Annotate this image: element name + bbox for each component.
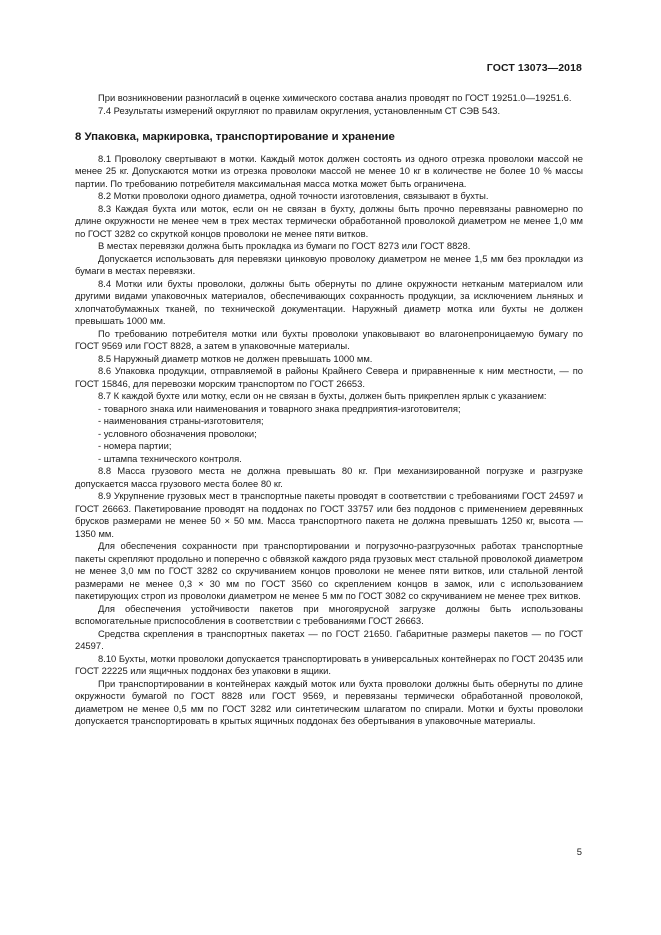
- section-heading: 8 Упаковка, маркировка, транспортирование и хранение: [75, 131, 395, 143]
- paragraph: 8.5 Наружный диаметр мотков не должен превышать 1000 мм.: [98, 352, 373, 364]
- paragraph: Средства скрепления в транспортных пакетах — по ГОСТ 21650. Габаритные размеры пакетов — по ГОСТ 24597.: [75, 627, 583, 651]
- paragraph: 8.6 Упаковка продукции, отправляемой в районы Крайнего Севера и приравненные к ним местности, — по ГОСТ 15846, для перевозки морским транспортом по ГОСТ 26653.: [75, 365, 583, 389]
- document-body: [75, 92, 583, 728]
- paragraph: 8.10 Бухты, мотки проволоки допускается транспортировать в универсальных контейнерах по ГОСТ 20435 или ГОСТ 22225 или ящичных поддонах без упаковки в ящики.: [75, 652, 583, 676]
- paragraph: При транспортировании в контейнерах каждый моток или бухта проволоки должны быть обернуты по длине окружности бумагой по ГОСТ 8828 или ГОСТ 9569, и перевязаны термически обработанной проволокой, диаметром не менее 0,5 мм по ГОСТ 3282 или синтетическим шлагатом по спирали. Мотки и бухты проволоки допускается транспортировать в крытых ящичных поддонах без обертывания в упаковочные материалы.: [75, 677, 583, 726]
- paragraph: 8.7 К каждой бухте или мотку, если он не связан в бухты, должен быть прикреплен ярлык с указанием:: [98, 390, 547, 401]
- paragraph: По требованию потребителя мотки или бухты проволоки упаковывают во влагонепроницаемую бумагу по ГОСТ 9569 или ГОСТ 8828, а затем в упаковочные материалы.: [75, 327, 583, 351]
- paragraph: Для обеспечения сохранности при транспортировании и погрузочно-разгрузочных работах транспортные пакеты скрепляют продольно и поперечно с обвязкой каждого ряда грузовых мест стальной проволокой диаметром не менее 3,0 мм по ГОСТ 3282 со скручиванием концов проволоки не менее пяти витков, или стальной лентой размерами не менее 0,3 × 30 мм по ГОСТ 3560 со скреплением концов в замок, или с использованием пакетирующих строп из проволоки диаметром не менее 5 мм по ГОСТ 3082 со скручиванием не менее трех витков.: [75, 540, 583, 601]
- list-item: - товарного знака или наименования и товарного знака предприятия-изготовителя;: [98, 402, 461, 414]
- page-number: 5: [576, 846, 582, 857]
- list-item: - штампа технического контроля.: [98, 452, 242, 464]
- paragraph: 8.2 Мотки проволоки одного диаметра, одной точности изготовления, связывают в бухты.: [98, 190, 489, 201]
- paragraph: 8.9 Укрупнение грузовых мест в транспортные пакеты проводят в соответствии с требованиями ГОСТ 24597 и ГОСТ 26663. Пакетирование проводят на поддонах по ГОСТ 33757 или без поддонов с применением деревянных брусков размерами не менее 50 × 50 мм. Масса транспортного пакета не должна превышать 1250 кг, высота — 1350 мм.: [75, 490, 583, 539]
- list-item: - наименования страны-изготовителя;: [98, 415, 264, 426]
- list-item: - номера партии;: [98, 440, 172, 451]
- paragraph: Допускается использовать для перевязки цинковую проволоку диаметром не менее 1,5 мм без прокладки из бумаги в местах перевязки.: [75, 252, 583, 276]
- paragraph: 8.1 Проволоку свертывают в мотки. Каждый моток должен состоять из одного отрезка проволоки массой не менее 25 кг. Допускаются мотки из отрезка проволоки массой не менее 10 кг в количестве не более 10 % массы партии. По требованию потребителя максимальная масса мотка может быть ограничена.: [75, 152, 583, 189]
- paragraph: 8.8 Масса грузового места не должна превышать 80 кг. При механизированной погрузке и разгрузке допускается масса грузового места более 80 кг.: [75, 465, 583, 489]
- paragraph: 8.3 Каждая бухта или моток, если он не связан в бухту, должны быть прочно перевязаны равномерно по длине окружности не менее чем в трех местах термически обработанной проволокой диаметром не менее 1,0 мм по ГОСТ 3282 со скруткой концов проволоки не менее пяти витков.: [75, 202, 583, 239]
- list-item: - условного обозначения проволоки;: [98, 427, 257, 439]
- paragraph: Для обеспечения устойчивости пакетов при многоярусной загрузке должны быть использованы вспомогательные приспособления в соответствии с требованиями ГОСТ 26663.: [75, 602, 583, 626]
- paragraph: 8.4 Мотки или бухты проволоки, должны быть обернуты по длине окружности нетканым материалом или другими видами упаковочных материалов, обеспечивающих сохранность продукции, за исключением льняных и хлопчатобумажных тканей, по технической документации. Наружный диаметр мотка или бухты не должен превышать 1000 мм.: [75, 277, 583, 326]
- paragraph: 7.4 Результаты измерений округляют по правилам округления, установленным СТ СЭВ 543.: [98, 104, 501, 116]
- paragraph: В местах перевязки должна быть прокладка из бумаги по ГОСТ 8273 или ГОСТ 8828.: [98, 240, 471, 251]
- document-id-header: ГОСТ 13073—2018: [486, 62, 582, 74]
- paragraph: При возникновении разногласий в оценке химического состава анализ проводят по ГОСТ 19251.0—19251.6.: [98, 92, 572, 103]
